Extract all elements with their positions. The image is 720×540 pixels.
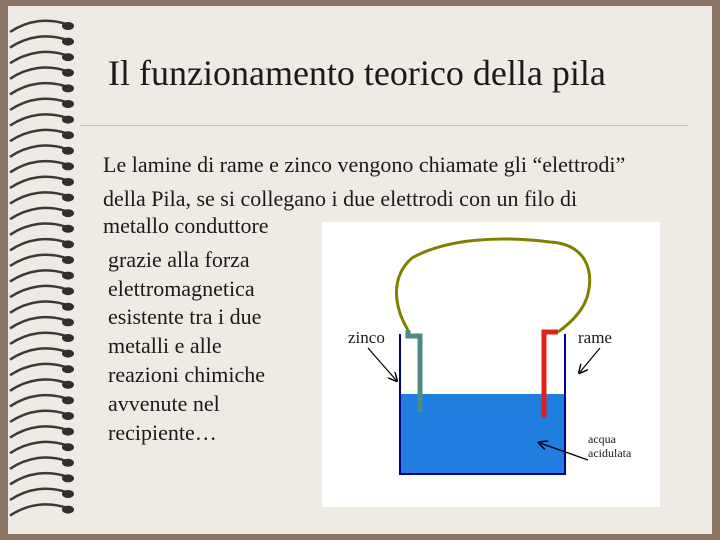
spiral-ring-icon [10, 302, 66, 313]
spiral-hole-icon [62, 303, 74, 311]
label-zinco: zinco [348, 328, 385, 347]
spiral-ring-icon [10, 177, 66, 188]
spiral-hole-icon [62, 225, 74, 233]
spiral-hole-icon [62, 381, 74, 389]
spiral-ring-icon [10, 411, 66, 422]
wire-loop-icon [397, 239, 590, 332]
spiral-hole-icon [62, 350, 74, 358]
spiral-hole-icon [62, 116, 74, 124]
spiral-hole-icon [62, 100, 74, 108]
body-line-3: metallo conduttore [103, 213, 269, 238]
spiral-ring-icon [10, 348, 66, 359]
spiral-hole-icon [62, 178, 74, 186]
spiral-hole-icon [62, 443, 74, 451]
body-line-10: recipiente… [108, 420, 217, 445]
spiral-ring-icon [10, 270, 66, 281]
spiral-ring-icon [10, 458, 66, 469]
body-line-4: grazie alla forza [108, 247, 250, 272]
spiral-ring-icon [10, 442, 66, 453]
rame-pointer-arrow-icon [580, 348, 600, 372]
spiral-hole-icon [62, 428, 74, 436]
spiral-ring-icon [10, 333, 66, 344]
spiral-ring-icon [10, 489, 66, 500]
spiral-hole-icon [62, 396, 74, 404]
spiral-hole-icon [62, 256, 74, 264]
spiral-hole-icon [62, 209, 74, 217]
spiral-hole-icon [62, 490, 74, 498]
spiral-ring-icon [10, 161, 66, 172]
body-line-1: Le lamine di rame e zinco vengono chiamate gli “elettrodi” [103, 152, 626, 177]
spiral-hole-icon [62, 240, 74, 248]
spiral-hole-icon [62, 53, 74, 61]
spiral-hole-icon [62, 162, 74, 170]
spiral-hole-icon [62, 287, 74, 295]
spiral-ring-icon [10, 130, 66, 141]
spiral-ring-icon [10, 255, 66, 266]
spiral-ring-icon [10, 99, 66, 110]
spiral-hole-icon [62, 69, 74, 77]
title-divider [80, 125, 688, 126]
body-line-9: avvenute nel [108, 391, 220, 416]
spiral-ring-icon [10, 239, 66, 250]
spiral-ring-icon [10, 208, 66, 219]
battery-diagram-svg [322, 222, 660, 507]
body-line-6: esistente tra i due [108, 304, 262, 329]
spiral-hole-icon [62, 412, 74, 420]
body-line-7: metalli e alle [108, 333, 222, 358]
spiral-hole-icon [62, 131, 74, 139]
spiral-ring-icon [10, 192, 66, 203]
spiral-hole-icon [62, 334, 74, 342]
spiral-ring-icon [10, 83, 66, 94]
spiral-ring-icon [10, 380, 66, 391]
slide-title: Il funzionamento teorico della pila [108, 53, 606, 93]
spiral-hole-icon [62, 194, 74, 202]
spiral-ring-icon [10, 286, 66, 297]
body-line-5: elettromagnetica [108, 276, 255, 301]
spiral-hole-icon [62, 318, 74, 326]
label-acqua: acqua [588, 432, 616, 446]
battery-diagram [322, 222, 660, 507]
spiral-ring-icon [10, 504, 66, 515]
spiral-hole-icon [62, 272, 74, 280]
label-acidulata: acidulata [588, 446, 632, 460]
spiral-hole-icon [62, 22, 74, 30]
label-acqua-acidulata [588, 432, 631, 460]
spiral-hole-icon [62, 84, 74, 92]
spiral-hole-icon [62, 474, 74, 482]
spiral-ring-icon [10, 473, 66, 484]
spiral-ring-icon [10, 395, 66, 406]
acidic-water [400, 394, 565, 474]
spiral-ring-icon [10, 52, 66, 63]
spiral-ring-icon [10, 68, 66, 79]
spiral-ring-icon [10, 114, 66, 125]
spiral-hole-icon [62, 506, 74, 514]
body-line-8: reazioni chimiche [108, 362, 265, 387]
spiral-ring-icon [10, 317, 66, 328]
spiral-binding-icon [0, 0, 90, 540]
spiral-ring-icon [10, 21, 66, 32]
spiral-ring-icon [10, 146, 66, 157]
spiral-ring-icon [10, 364, 66, 375]
spiral-hole-icon [62, 147, 74, 155]
spiral-hole-icon [62, 459, 74, 467]
spiral-ring-icon [10, 224, 66, 235]
label-rame: rame [578, 328, 612, 347]
zinc-pointer-arrow-icon [368, 348, 396, 380]
spiral-ring-icon [10, 426, 66, 437]
spiral-hole-icon [62, 365, 74, 373]
body-line-2: della Pila, se si collegano i due elettrodi con un filo di [103, 186, 578, 211]
spiral-ring-icon [10, 36, 66, 47]
spiral-hole-icon [62, 38, 74, 46]
